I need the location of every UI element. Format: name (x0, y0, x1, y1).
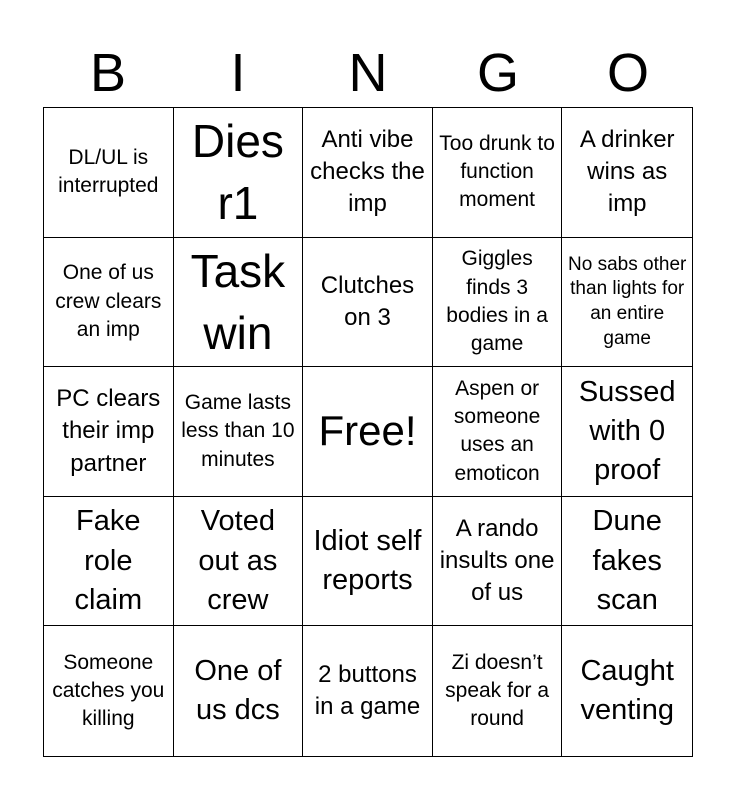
cell-text: Giggles finds 3 bodies in a game (446, 247, 548, 356)
bingo-cell-r5-c1[interactable] (44, 626, 174, 756)
bingo-cell-r1-c4[interactable] (433, 108, 563, 238)
bingo-cell-r5-c5[interactable] (562, 626, 692, 756)
bingo-cell-r2-c2[interactable] (174, 238, 304, 368)
cell-text: Game lasts less than 10 minutes (181, 390, 295, 471)
cell-text: Zi doesn’t speak for a round (445, 650, 550, 731)
cell-text: A drinker wins as imp (579, 125, 675, 218)
bingo-cell-r4-c1[interactable] (44, 497, 174, 627)
bingo-cell-r3-c5[interactable] (562, 367, 692, 497)
bingo-cell-r3-c2[interactable] (174, 367, 304, 497)
cell-text: Idiot self reports (313, 524, 422, 597)
bingo-cell-r2-c3[interactable] (303, 238, 433, 368)
cell-text: Dune fakes scan (592, 505, 662, 616)
header-letter-b: B (89, 43, 127, 103)
cell-text: Sussed with 0 proof (578, 375, 676, 487)
bingo-cell-r2-c4[interactable] (433, 238, 563, 368)
bingo-cell-r2-c5[interactable] (562, 238, 692, 368)
free-space-text: Free! (318, 407, 417, 455)
bingo-cell-r1-c1[interactable] (44, 108, 174, 238)
bingo-cell-r1-c3[interactable] (303, 108, 433, 238)
cell-text: Task win (190, 244, 286, 359)
bingo-cell-r4-c4[interactable] (433, 497, 563, 627)
bingo-cell-r5-c4[interactable] (433, 626, 563, 756)
cell-text: A rando insults one of us (439, 514, 555, 607)
bingo-cell-r1-c2[interactable] (174, 108, 304, 238)
cell-text: Voted out as crew (198, 505, 278, 616)
cell-text: Too drunk to function moment (439, 131, 555, 212)
bingo-cell-r4-c3[interactable] (303, 497, 433, 627)
header-letter-i: I (230, 43, 246, 103)
bingo-cell-r3-c3-free[interactable] (303, 367, 433, 497)
cell-text: PC clears their imp partner (56, 384, 161, 477)
cell-text: Dies r1 (191, 115, 284, 230)
header-letter-g: G (476, 43, 519, 103)
header-letter-n: N (348, 43, 388, 103)
cell-text: Caught venting (580, 655, 674, 727)
bingo-cell-r4-c2[interactable] (174, 497, 304, 627)
bingo-header (43, 40, 693, 106)
cell-text: Clutches on 3 (320, 271, 415, 331)
header-letter-o: O (606, 43, 649, 103)
cell-text: One of us dcs (194, 655, 282, 727)
bingo-cell-r1-c5[interactable] (562, 108, 692, 238)
cell-text: Fake role claim (74, 505, 143, 616)
cell-text: 2 buttons in a game (314, 660, 421, 721)
bingo-cell-r4-c5[interactable] (562, 497, 692, 627)
cell-text: Someone catches you killing (52, 650, 165, 731)
cell-text: Aspen or someone uses an emoticon (453, 376, 541, 485)
bingo-cell-r2-c1[interactable] (44, 238, 174, 368)
cell-text: DL/UL is interrupted (58, 145, 159, 198)
bingo-cell-r3-c1[interactable] (44, 367, 174, 497)
bingo-cell-r5-c2[interactable] (174, 626, 304, 756)
bingo-cell-r5-c3[interactable] (303, 626, 433, 756)
bingo-board (43, 107, 693, 757)
bingo-cell-r3-c4[interactable] (433, 367, 563, 497)
cell-text: One of us crew clears an imp (55, 261, 162, 342)
cell-text: No sabs other than lights for an entire game (568, 253, 687, 349)
cell-text: Anti vibe checks the imp (310, 125, 425, 218)
